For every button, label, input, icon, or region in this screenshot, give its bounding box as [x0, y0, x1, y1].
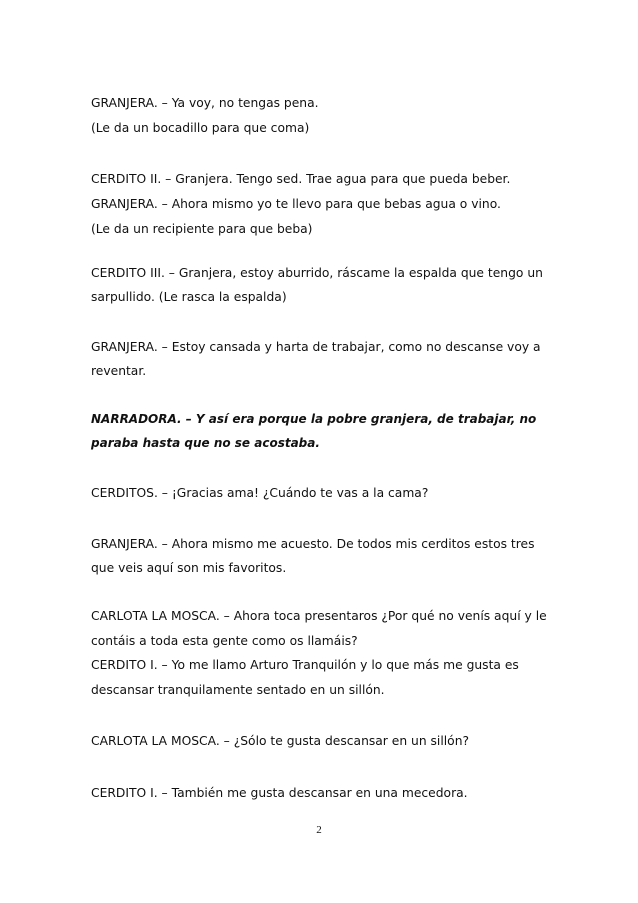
text-line: CERDITO I. – También me gusta descansar en una mecedora. — [91, 786, 468, 800]
narrator-line: paraba hasta que no se acostaba. — [91, 436, 320, 450]
text-line: (Le da un recipiente para que beba) — [91, 222, 313, 236]
text-line: GRANJERA. – Ahora mismo yo te llevo para que bebas agua o vino. — [91, 197, 501, 211]
text-line: CERDITOS. – ¡Gracias ama! ¿Cuándo te vas a la cama? — [91, 486, 429, 500]
text-line: GRANJERA. – Estoy cansada y harta de trabajar, como no descanse voy a — [91, 340, 541, 354]
text-line: (Le da un bocadillo para que coma) — [91, 121, 310, 135]
text-line: reventar. — [91, 364, 147, 378]
text-line: GRANJERA. – Ahora mismo me acuesto. De todos mis cerditos estos tres — [91, 537, 535, 551]
text-line: CERDITO II. – Granjera. Tengo sed. Trae agua para que pueda beber. — [91, 172, 511, 186]
text-line: descansar tranquilamente sentado en un sillón. — [91, 683, 385, 697]
text-line: GRANJERA. – Ya voy, no tengas pena. — [91, 96, 319, 110]
text-line: que veis aquí son mis favoritos. — [91, 561, 287, 575]
text-line: CERDITO I. – Yo me llamo Arturo Tranquilón y lo que más me gusta es — [91, 658, 519, 672]
page-number: 2 — [316, 824, 322, 836]
text-line: CARLOTA LA MOSCA. – Ahora toca presentaros ¿Por qué no venís aquí y le — [91, 609, 547, 623]
text-line: CARLOTA LA MOSCA. – ¿Sólo te gusta descansar en un sillón? — [91, 734, 470, 748]
text-line: CERDITO III. – Granjera, estoy aburrido, ráscame la espalda que tengo un — [91, 266, 543, 280]
narrator-line: NARRADORA. – Y así era porque la pobre granjera, de trabajar, no — [91, 412, 537, 426]
text-line: sarpullido. (Le rasca la espalda) — [91, 290, 287, 304]
text-line: contáis a toda esta gente como os llamáis? — [91, 634, 358, 648]
